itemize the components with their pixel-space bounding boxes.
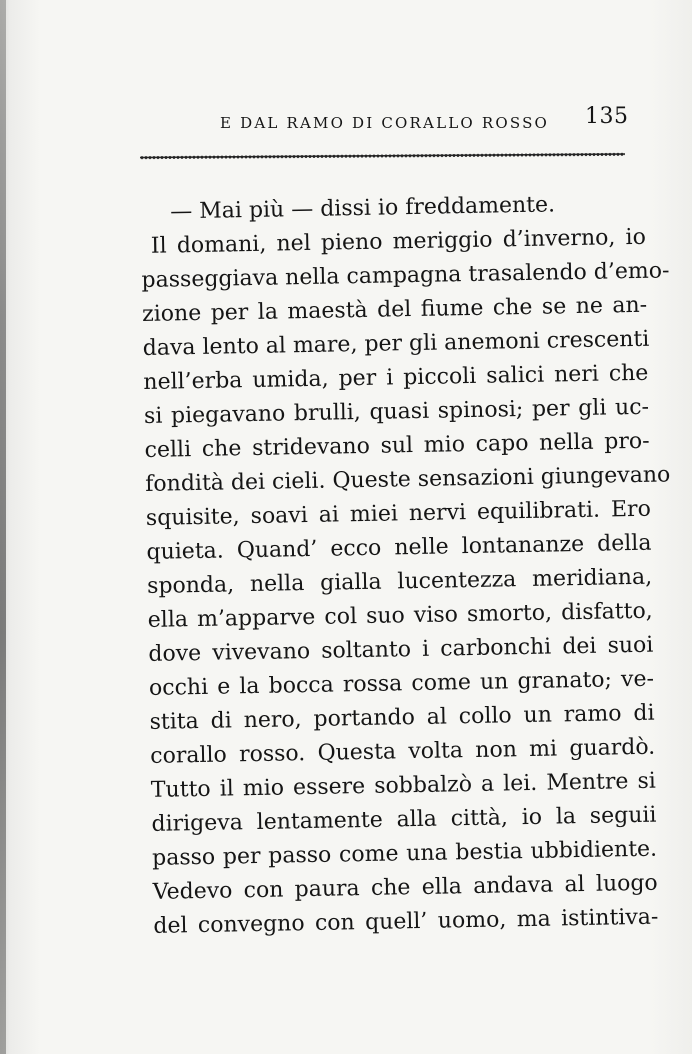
text-line: nell’erba umida, per i piccoli salici neri che <box>143 360 649 395</box>
page-header <box>210 104 630 140</box>
text-line: dove vivevano soltanto i carbonchi dei suoi <box>148 632 654 667</box>
text-line: dava lento al mare, per gli anemoni crescenti <box>142 326 650 361</box>
running-title: E DAL RAMO DI CORALLO ROSSO <box>220 114 550 132</box>
text-line: passo per passo come una bestia ubbidiente. <box>151 836 658 871</box>
text-line: squisite, soavi ai miei nervi equilibrati. Ero <box>145 496 652 531</box>
text-line: sponda, nella gialla lucentezza meridiana, <box>146 564 653 599</box>
text-line: ella m’apparve col suo viso smorto, disfatto, <box>147 598 653 633</box>
text-line: si piegavano brulli, quasi spinosi; per gli uc- <box>143 394 650 429</box>
text-line: fondità dei cieli. Queste sensazioni giungevano <box>145 462 671 497</box>
page-binding-edge <box>0 0 6 1054</box>
text-line: — Mai più — dissi io freddamente. <box>170 192 556 225</box>
text-line: corallo rosso. Questa volta non mi guardò. <box>150 734 656 769</box>
text-line: Tutto il mio essere sobbalzò a lei. Mentre si <box>150 768 657 803</box>
text-line: del convegno con quell’ uomo, ma istintiva- <box>153 904 659 939</box>
text-line: celli che stridevano sul mio capo nella pro- <box>144 428 650 463</box>
text-line: quieta. Quand’ ecco nelle lontananze della <box>146 530 652 565</box>
body-text <box>140 186 674 943</box>
text-line: Il domani, nel pieno meriggio d’inverno, io <box>150 224 647 259</box>
text-line: occhi e la bocca rossa come un granato; ve- <box>148 666 655 701</box>
text-line: passeggiava nella campagna trasalendo d’emo- <box>141 258 670 293</box>
page-number: 135 <box>585 104 629 129</box>
text-line: zione per la maestà del fiume che se ne an- <box>141 292 648 327</box>
text-line: Vedevo con paura che ella andava al luogo <box>152 870 658 905</box>
text-line: stita di nero, portando al collo un ramo di <box>149 700 655 735</box>
text-line: dirigeva lentamente alla città, io la seguii <box>151 802 657 837</box>
decorative-rule <box>140 150 625 163</box>
